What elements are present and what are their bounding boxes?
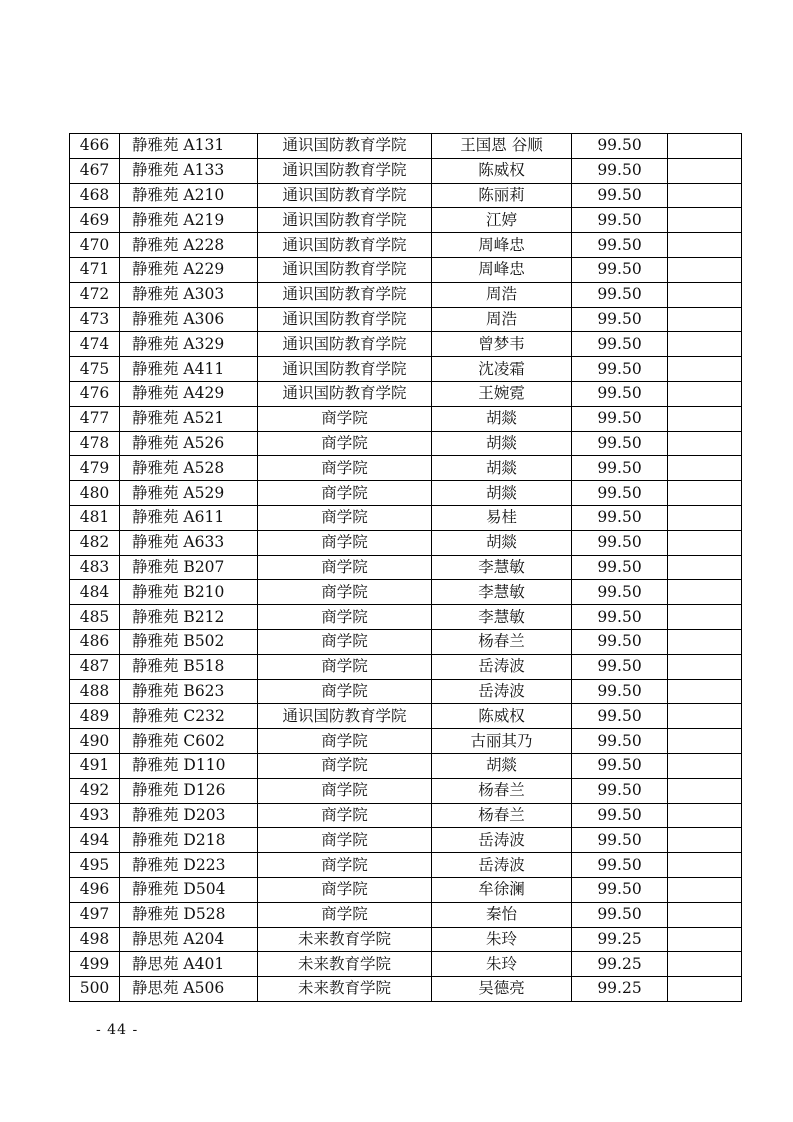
row-index-cell: 470	[70, 233, 120, 258]
table-row	[70, 828, 742, 853]
room-cell: 静雅苑 A411	[120, 357, 258, 382]
table-row	[70, 134, 742, 159]
score-cell: 99.50	[572, 233, 668, 258]
name-cell: 胡燚	[432, 481, 572, 506]
room-cell: 静雅苑 A611	[120, 505, 258, 530]
name-cell: 李慧敏	[432, 555, 572, 580]
row-index-cell: 484	[70, 580, 120, 605]
college-cell: 通识国防教育学院	[258, 332, 432, 357]
room-cell: 静思苑 A401	[120, 952, 258, 977]
score-cell: 99.50	[572, 481, 668, 506]
table-row	[70, 902, 742, 927]
row-index-cell: 474	[70, 332, 120, 357]
row-index-cell: 477	[70, 406, 120, 431]
remark-cell	[668, 853, 742, 878]
table-row	[70, 233, 742, 258]
college-cell: 商学院	[258, 431, 432, 456]
name-cell: 易桂	[432, 505, 572, 530]
table-row	[70, 778, 742, 803]
score-cell: 99.50	[572, 456, 668, 481]
remark-cell	[668, 208, 742, 233]
table-row	[70, 332, 742, 357]
score-cell: 99.50	[572, 431, 668, 456]
page-number: - 44 -	[96, 1022, 139, 1038]
remark-cell	[668, 729, 742, 754]
room-cell: 静雅苑 A219	[120, 208, 258, 233]
score-cell: 99.50	[572, 357, 668, 382]
row-index-cell: 479	[70, 456, 120, 481]
name-cell: 江婷	[432, 208, 572, 233]
remark-cell	[668, 307, 742, 332]
college-cell: 商学院	[258, 406, 432, 431]
room-cell: 静雅苑 A633	[120, 530, 258, 555]
college-cell: 通识国防教育学院	[258, 183, 432, 208]
remark-cell	[668, 530, 742, 555]
remark-cell	[668, 431, 742, 456]
name-cell: 陈威权	[432, 158, 572, 183]
table-row	[70, 183, 742, 208]
room-cell: 静雅苑 A210	[120, 183, 258, 208]
room-cell: 静雅苑 A529	[120, 481, 258, 506]
row-index-cell: 494	[70, 828, 120, 853]
room-cell: 静思苑 A204	[120, 927, 258, 952]
room-cell: 静雅苑 A131	[120, 134, 258, 159]
remark-cell	[668, 952, 742, 977]
table-row	[70, 629, 742, 654]
room-cell: 静雅苑 D203	[120, 803, 258, 828]
table-row	[70, 555, 742, 580]
college-cell: 商学院	[258, 654, 432, 679]
row-index-cell: 490	[70, 729, 120, 754]
name-cell: 杨春兰	[432, 803, 572, 828]
table-row	[70, 307, 742, 332]
score-cell: 99.50	[572, 158, 668, 183]
row-index-cell: 485	[70, 605, 120, 630]
table-row	[70, 257, 742, 282]
room-cell: 静雅苑 D126	[120, 778, 258, 803]
remark-cell	[668, 158, 742, 183]
row-index-cell: 495	[70, 853, 120, 878]
room-cell: 静雅苑 D110	[120, 753, 258, 778]
college-cell: 未来教育学院	[258, 927, 432, 952]
row-index-cell: 493	[70, 803, 120, 828]
remark-cell	[668, 605, 742, 630]
name-cell: 周浩	[432, 307, 572, 332]
remark-cell	[668, 753, 742, 778]
room-cell: 静雅苑 A228	[120, 233, 258, 258]
remark-cell	[668, 357, 742, 382]
row-index-cell: 486	[70, 629, 120, 654]
row-index-cell: 483	[70, 555, 120, 580]
table-row	[70, 803, 742, 828]
row-index-cell: 500	[70, 977, 120, 1002]
row-index-cell: 499	[70, 952, 120, 977]
score-cell: 99.50	[572, 307, 668, 332]
room-cell: 静雅苑 A133	[120, 158, 258, 183]
row-index-cell: 476	[70, 381, 120, 406]
row-index-cell: 487	[70, 654, 120, 679]
score-cell: 99.50	[572, 877, 668, 902]
room-cell: 静雅苑 C232	[120, 704, 258, 729]
table-row	[70, 753, 742, 778]
college-cell: 通识国防教育学院	[258, 257, 432, 282]
remark-cell	[668, 828, 742, 853]
table-row	[70, 406, 742, 431]
name-cell: 朱玲	[432, 927, 572, 952]
score-cell: 99.25	[572, 952, 668, 977]
score-cell: 99.50	[572, 505, 668, 530]
name-cell: 胡燚	[432, 530, 572, 555]
room-cell: 静雅苑 A528	[120, 456, 258, 481]
room-cell: 静思苑 A506	[120, 977, 258, 1002]
score-cell: 99.50	[572, 406, 668, 431]
table-row	[70, 704, 742, 729]
college-cell: 商学院	[258, 853, 432, 878]
room-cell: 静雅苑 B623	[120, 679, 258, 704]
table-row	[70, 853, 742, 878]
table-row	[70, 729, 742, 754]
college-cell: 通识国防教育学院	[258, 134, 432, 159]
name-cell: 李慧敏	[432, 580, 572, 605]
remark-cell	[668, 481, 742, 506]
room-cell: 静雅苑 B502	[120, 629, 258, 654]
name-cell: 吴德亮	[432, 977, 572, 1002]
college-cell: 通识国防教育学院	[258, 233, 432, 258]
college-cell: 通识国防教育学院	[258, 158, 432, 183]
table-row	[70, 977, 742, 1002]
college-cell: 商学院	[258, 629, 432, 654]
score-cell: 99.50	[572, 753, 668, 778]
room-cell: 静雅苑 D218	[120, 828, 258, 853]
room-cell: 静雅苑 A229	[120, 257, 258, 282]
score-cell: 99.50	[572, 555, 668, 580]
score-cell: 99.50	[572, 853, 668, 878]
table-row	[70, 580, 742, 605]
table-row	[70, 605, 742, 630]
name-cell: 曾梦韦	[432, 332, 572, 357]
college-cell: 通识国防教育学院	[258, 282, 432, 307]
room-cell: 静雅苑 D528	[120, 902, 258, 927]
row-index-cell: 481	[70, 505, 120, 530]
score-cell: 99.50	[572, 803, 668, 828]
score-cell: 99.50	[572, 134, 668, 159]
remark-cell	[668, 456, 742, 481]
table-row	[70, 877, 742, 902]
college-cell: 通识国防教育学院	[258, 208, 432, 233]
name-cell: 秦怡	[432, 902, 572, 927]
score-cell: 99.25	[572, 927, 668, 952]
remark-cell	[668, 803, 742, 828]
room-cell: 静雅苑 D504	[120, 877, 258, 902]
college-cell: 商学院	[258, 729, 432, 754]
college-cell: 商学院	[258, 530, 432, 555]
score-cell: 99.50	[572, 282, 668, 307]
name-cell: 王国恩 谷顺	[432, 134, 572, 159]
row-index-cell: 478	[70, 431, 120, 456]
room-cell: 静雅苑 D223	[120, 853, 258, 878]
row-index-cell: 468	[70, 183, 120, 208]
score-cell: 99.50	[572, 629, 668, 654]
college-cell: 通识国防教育学院	[258, 357, 432, 382]
score-cell: 99.50	[572, 778, 668, 803]
remark-cell	[668, 654, 742, 679]
remark-cell	[668, 183, 742, 208]
table-row	[70, 381, 742, 406]
row-index-cell: 480	[70, 481, 120, 506]
college-cell: 通识国防教育学院	[258, 307, 432, 332]
college-cell: 商学院	[258, 877, 432, 902]
score-cell: 99.50	[572, 183, 668, 208]
table-row	[70, 927, 742, 952]
name-cell: 朱玲	[432, 952, 572, 977]
room-cell: 静雅苑 C602	[120, 729, 258, 754]
table-row	[70, 456, 742, 481]
remark-cell	[668, 927, 742, 952]
remark-cell	[668, 555, 742, 580]
row-index-cell: 492	[70, 778, 120, 803]
name-cell: 周峰忠	[432, 257, 572, 282]
name-cell: 岳涛波	[432, 828, 572, 853]
score-cell: 99.50	[572, 530, 668, 555]
score-cell: 99.25	[572, 977, 668, 1002]
table-row	[70, 654, 742, 679]
score-cell: 99.50	[572, 605, 668, 630]
room-cell: 静雅苑 B212	[120, 605, 258, 630]
name-cell: 周浩	[432, 282, 572, 307]
score-cell: 99.50	[572, 257, 668, 282]
row-index-cell: 482	[70, 530, 120, 555]
college-cell: 商学院	[258, 679, 432, 704]
college-cell: 商学院	[258, 605, 432, 630]
table-row	[70, 208, 742, 233]
remark-cell	[668, 580, 742, 605]
remark-cell	[668, 505, 742, 530]
score-cell: 99.50	[572, 208, 668, 233]
row-index-cell: 473	[70, 307, 120, 332]
college-cell: 未来教育学院	[258, 977, 432, 1002]
remark-cell	[668, 233, 742, 258]
score-cell: 99.50	[572, 828, 668, 853]
score-cell: 99.50	[572, 654, 668, 679]
college-cell: 通识国防教育学院	[258, 704, 432, 729]
name-cell: 胡燚	[432, 431, 572, 456]
name-cell: 李慧敏	[432, 605, 572, 630]
room-cell: 静雅苑 A521	[120, 406, 258, 431]
score-cell: 99.50	[572, 679, 668, 704]
table-row	[70, 158, 742, 183]
college-cell: 通识国防教育学院	[258, 381, 432, 406]
table-body	[70, 134, 742, 1002]
table-row	[70, 530, 742, 555]
college-cell: 商学院	[258, 753, 432, 778]
name-cell: 沈凌霜	[432, 357, 572, 382]
remark-cell	[668, 406, 742, 431]
name-cell: 古丽其乃	[432, 729, 572, 754]
row-index-cell: 475	[70, 357, 120, 382]
row-index-cell: 471	[70, 257, 120, 282]
name-cell: 杨春兰	[432, 629, 572, 654]
room-cell: 静雅苑 A526	[120, 431, 258, 456]
room-cell: 静雅苑 A306	[120, 307, 258, 332]
college-cell: 商学院	[258, 778, 432, 803]
row-index-cell: 467	[70, 158, 120, 183]
score-cell: 99.50	[572, 704, 668, 729]
name-cell: 陈丽莉	[432, 183, 572, 208]
remark-cell	[668, 877, 742, 902]
remark-cell	[668, 134, 742, 159]
row-index-cell: 466	[70, 134, 120, 159]
table-row	[70, 431, 742, 456]
college-cell: 未来教育学院	[258, 952, 432, 977]
room-cell: 静雅苑 A329	[120, 332, 258, 357]
row-index-cell: 472	[70, 282, 120, 307]
name-cell: 岳涛波	[432, 853, 572, 878]
row-index-cell: 489	[70, 704, 120, 729]
college-cell: 商学院	[258, 456, 432, 481]
remark-cell	[668, 778, 742, 803]
score-cell: 99.50	[572, 580, 668, 605]
row-index-cell: 498	[70, 927, 120, 952]
row-index-cell: 496	[70, 877, 120, 902]
remark-cell	[668, 629, 742, 654]
table-row	[70, 357, 742, 382]
name-cell: 王婉霓	[432, 381, 572, 406]
college-cell: 商学院	[258, 828, 432, 853]
name-cell: 胡燚	[432, 753, 572, 778]
score-cell: 99.50	[572, 381, 668, 406]
name-cell: 岳涛波	[432, 679, 572, 704]
remark-cell	[668, 257, 742, 282]
score-cell: 99.50	[572, 902, 668, 927]
name-cell: 杨春兰	[432, 778, 572, 803]
college-cell: 商学院	[258, 555, 432, 580]
table-row	[70, 282, 742, 307]
remark-cell	[668, 282, 742, 307]
remark-cell	[668, 704, 742, 729]
room-cell: 静雅苑 A303	[120, 282, 258, 307]
college-cell: 商学院	[258, 580, 432, 605]
name-cell: 陈威权	[432, 704, 572, 729]
row-index-cell: 497	[70, 902, 120, 927]
name-cell: 胡燚	[432, 456, 572, 481]
name-cell: 岳涛波	[432, 654, 572, 679]
remark-cell	[668, 902, 742, 927]
score-cell: 99.50	[572, 332, 668, 357]
name-cell: 胡燚	[432, 406, 572, 431]
name-cell: 牟徐澜	[432, 877, 572, 902]
row-index-cell: 469	[70, 208, 120, 233]
name-cell: 周峰忠	[432, 233, 572, 258]
college-cell: 商学院	[258, 803, 432, 828]
room-cell: 静雅苑 A429	[120, 381, 258, 406]
table-row	[70, 481, 742, 506]
dormitory-score-table	[69, 133, 742, 1002]
room-cell: 静雅苑 B210	[120, 580, 258, 605]
table-row	[70, 952, 742, 977]
row-index-cell: 488	[70, 679, 120, 704]
college-cell: 商学院	[258, 481, 432, 506]
remark-cell	[668, 332, 742, 357]
college-cell: 商学院	[258, 902, 432, 927]
room-cell: 静雅苑 B518	[120, 654, 258, 679]
remark-cell	[668, 381, 742, 406]
remark-cell	[668, 977, 742, 1002]
room-cell: 静雅苑 B207	[120, 555, 258, 580]
score-cell: 99.50	[572, 729, 668, 754]
table-row	[70, 679, 742, 704]
college-cell: 商学院	[258, 505, 432, 530]
table-row	[70, 505, 742, 530]
row-index-cell: 491	[70, 753, 120, 778]
remark-cell	[668, 679, 742, 704]
